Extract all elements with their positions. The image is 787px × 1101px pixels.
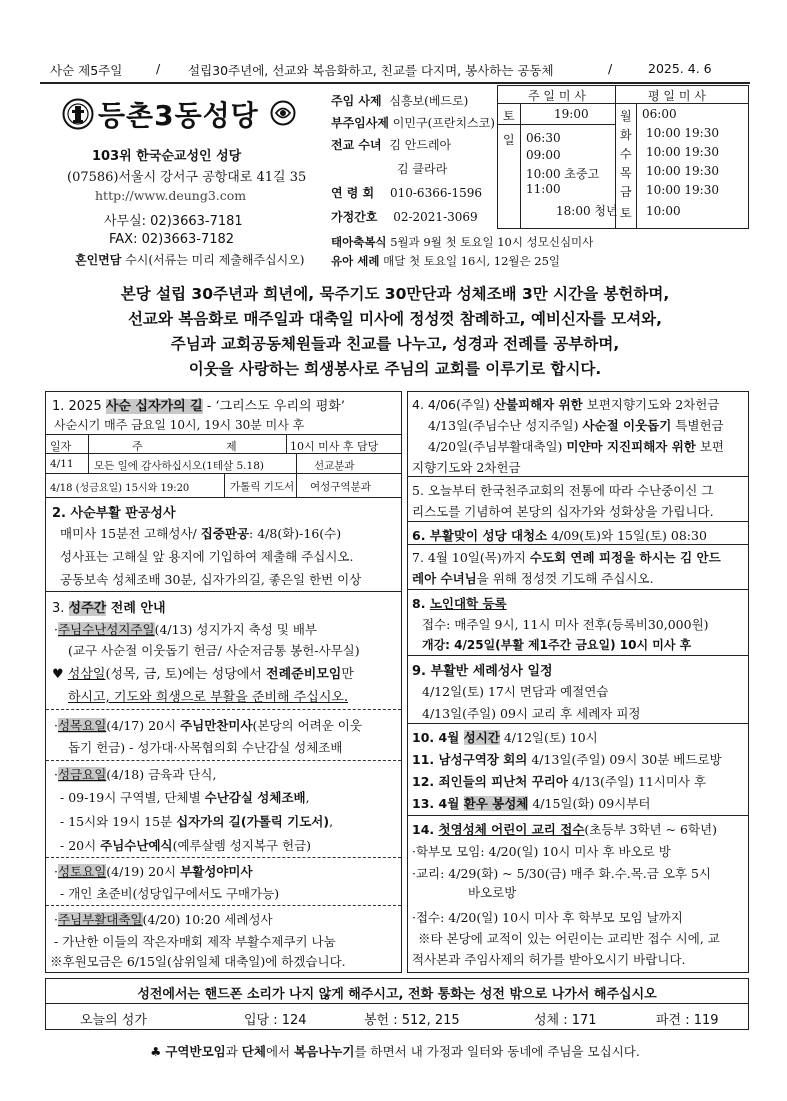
notice-text: 을 위해 정성껏 기도해 주십시오. xyxy=(476,571,654,586)
fax-number: FAX: 02)3663-7182 xyxy=(109,232,235,247)
triduum-note: 하시고, 기도와 희생으로 부활을 준비해 주십시오. xyxy=(68,690,349,705)
notice-emphasis: 개강: 4/25일(부활 제1주간 금요일) 10시 미사 후 xyxy=(422,638,692,652)
closing-emphasis: 단체 xyxy=(241,1044,266,1059)
holy-saturday: 성토요일 xyxy=(57,864,107,879)
notice-text: 리스도를 기념하여 본당의 십자가와 성화상을 가립니다. xyxy=(412,504,714,519)
notice-text: 4/20일(주님부활대축일) xyxy=(428,439,567,454)
notice-text: 특별헌금 xyxy=(671,418,724,433)
good-friday-text: (예루살렘 성지복구 헌금) xyxy=(172,838,312,853)
parish-address: (07586)서울시 강서구 공항대로 41길 35 xyxy=(67,170,307,185)
passion-service: 주님수난예식 xyxy=(100,838,173,853)
notice-text: 4/13일(주일) 09시 30분 베드로방 xyxy=(527,752,722,767)
footer-box xyxy=(45,978,749,1030)
marriage-text: 수시(서류는 미리 제출해주십시오) xyxy=(121,253,305,267)
notice-8 xyxy=(407,589,749,656)
closing-emphasis: 구역반모임 xyxy=(165,1044,226,1059)
easter-sunday-text: (4/20) 10:20 세례성사 xyxy=(142,912,273,927)
mission-line: 주님과 교회공동체원들과 친교를 나누고, 성경과 전례를 공부하며, xyxy=(170,335,620,353)
holy-thursday: 성목요일 xyxy=(57,718,107,733)
bullet: · xyxy=(54,912,58,927)
table-header: 일자 xyxy=(50,440,72,453)
holy-thursday-note: 돕기 헌금) - 성가대·사목협의회 수난감실 성체조배 xyxy=(68,740,343,755)
first-communion-title: 접수 xyxy=(555,822,585,837)
notice-text: 바오로방 xyxy=(468,885,517,900)
good-friday: 성금요일 xyxy=(57,767,107,782)
weekday-times: 10:00 19:30 xyxy=(646,183,719,197)
bullet: · xyxy=(54,718,58,733)
notice-4 xyxy=(407,391,749,477)
notice-9 xyxy=(407,655,749,724)
header-rule xyxy=(40,82,750,84)
bullet: · xyxy=(54,767,58,782)
notice-text: 매달 첫 토요일 16시, 12월은 25일 xyxy=(379,254,561,268)
notice-text: 4/12일(토) 17시 면담과 예절연습 xyxy=(422,684,609,699)
saturday-label: 토 xyxy=(503,109,515,123)
sunday-label: 일 xyxy=(503,133,515,147)
weekday-times: 10:00 19:30 xyxy=(646,126,719,140)
easter-note: ※후원모금은 6/15일(삼위일체 대축일)에 하겠습니다. xyxy=(50,954,346,969)
way-of-cross-theme: - ‘그리스도 우리의 평화’ xyxy=(202,399,345,414)
notice-text: 4/09(토)와 15일(토) 08:30 xyxy=(547,528,707,543)
notice-text: 4/15일(화) 09시부터 xyxy=(528,796,651,811)
weekday-day: 화 xyxy=(620,128,632,142)
parish-website[interactable]: http://www.deung3.com xyxy=(95,188,247,203)
sunday-time: 09:00 xyxy=(526,148,561,162)
mission-line: 선교와 복음화로 매주일과 대축일 미사에 정성껏 참례하고, 예비신자를 모셔와, xyxy=(127,310,663,328)
staff-name: 김 클라라 xyxy=(397,162,448,176)
parish-logo xyxy=(62,98,94,130)
weekday-times: 06:00 xyxy=(642,107,677,121)
first-communion-title: 첫영성체 어린이 교리 xyxy=(438,822,556,837)
triduum: 성삼일 xyxy=(67,667,106,682)
parish-motto: 설립30주년에, 선교와 복음화하고, 친교를 다지며, 봉사하는 공동체 xyxy=(188,63,554,78)
notice-emphasis: 6. 부활맞이 성당 대청소 xyxy=(412,528,548,543)
staff-role: 연 령 회 xyxy=(331,186,375,200)
notice-text: 5월과 9월 첫 토요일 10시 성모신심미사 xyxy=(386,235,594,249)
entrance-hymn: 입당 : 124 xyxy=(244,1013,307,1028)
notice-text: ※타 본당에 교적이 있는 어린이는 교리반 접수 시에, 교 xyxy=(418,931,720,946)
staff-name: 심흥보(베드로) xyxy=(389,94,469,108)
holy-hour: 성시간 xyxy=(463,730,500,745)
confession-text: 매미사 15분전 고해성사/ xyxy=(60,526,201,541)
closing-message xyxy=(40,1042,750,1060)
good-friday-text: (4/18) 금육과 단식, xyxy=(106,767,217,782)
weekday-day: 월 xyxy=(620,109,632,123)
table-cell: 4/18 (성금요일) 15시와 19:20 xyxy=(50,483,190,494)
notice-10-13 xyxy=(407,723,749,816)
notice-text: ·접수: 4/20(일) 10시 미사 후 학부모 모임 날까지 xyxy=(412,910,683,925)
dismissal-hymn: 파견 : 119 xyxy=(656,1013,719,1028)
confession-line: 공동보속 성체조배 30분, 십자가의길, 좋은일 한번 이상 xyxy=(60,572,362,587)
notice-emphasis: 사순절 이웃돕기 xyxy=(582,418,672,433)
notice-text: (초등부 3학년 ~ 6학년) xyxy=(584,822,717,837)
section-confession xyxy=(45,497,402,592)
fetal-blessing xyxy=(331,234,593,250)
staff-role: 부주임사제 xyxy=(331,116,389,130)
notice-text: 4/12일(토) 10시 xyxy=(499,730,598,745)
staff-name: 010-6366-1596 xyxy=(389,186,483,200)
holy-week-title: 성주간 xyxy=(68,601,107,616)
notice-text: 보편지향기도와 2차헌금 xyxy=(582,397,720,412)
notice-text: 4/13(주일) 11시미사 후 xyxy=(567,774,707,789)
holy-week-subtitle: 전례 안내 xyxy=(106,601,166,616)
section-way-of-cross xyxy=(45,391,402,498)
notice-text: 4. 4/06(주일) xyxy=(412,397,494,412)
sunday-time: 10:00 초중고 xyxy=(526,167,600,181)
way-of-cross-schedule: 사순시기 매주 금요일 10시, 19시 30분 미사 후 xyxy=(54,418,305,432)
separator: / xyxy=(608,61,613,76)
easter-note: - 가난한 이들의 작은자매회 제작 부활수제쿠키 나눔 xyxy=(54,934,336,949)
office-phone: 사무실: 02)3663-7181 xyxy=(104,214,243,229)
confession-title: 2. 사순부활 판공성사 xyxy=(52,506,176,521)
notice-text: 접수: 매주일 9시, 11시 미사 전후(등록비30,000원) xyxy=(422,617,709,632)
saturday-vigil-time: 19:00 xyxy=(554,107,589,121)
notice-6 xyxy=(407,521,749,545)
section-number: 1. 2025 xyxy=(52,399,106,414)
table-cell: 여성구역분과 xyxy=(310,481,371,493)
table-header: 10시 미사 후 담당 xyxy=(290,440,379,453)
intensive-confession: 집중판공 xyxy=(200,526,250,541)
table-cell: 가톨릭 기도서 xyxy=(230,481,295,493)
sunday-mass-header: 주 일 미 사 xyxy=(528,89,586,103)
weekday-day: 금 xyxy=(620,185,632,199)
easter-sunday: 주님부활대축일 xyxy=(57,912,143,927)
notice-emphasis: 산불피해자 위한 xyxy=(493,397,583,412)
communion-hymn: 성체 : 171 xyxy=(534,1013,597,1028)
week-title: 사순 제5주일 xyxy=(50,63,123,78)
weekday-day: 토 xyxy=(620,206,632,220)
section-number: 14. xyxy=(412,822,439,837)
holy-saturday-text: (4/19) 20시 xyxy=(106,864,181,879)
sunday-time: 18:00 청년 xyxy=(556,204,618,218)
holy-saturday-note: - 개인 초준비(성당입구에서도 구매가능) xyxy=(60,886,280,901)
notice-14 xyxy=(407,815,749,973)
senior-college-title: 노인대학 등록 xyxy=(429,596,507,611)
palm-sunday-note: (교구 사순절 이웃돕기 헌금/ 사순저금통 봉헌-사무실) xyxy=(68,643,360,658)
notice-label: 유아 세례 xyxy=(331,254,380,268)
staff-list xyxy=(331,92,511,232)
bullet: · xyxy=(54,864,58,879)
separator: / xyxy=(156,61,161,76)
table-cell: 모든 일에 감사하십시오(1테살 5.18) xyxy=(94,460,264,472)
staff-role: 주임 사제 xyxy=(331,94,382,108)
notice-text: 보편 xyxy=(695,439,724,454)
staff-name: 김 안드레아 xyxy=(389,138,452,152)
baptism-title: 9. 부활반 세례성사 일정 xyxy=(412,664,553,679)
header-bar xyxy=(40,58,750,80)
weekday-mass-header: 평 일 미 사 xyxy=(648,89,706,103)
bulletin-date: 2025. 4. 6 xyxy=(648,61,712,76)
table-header: 주 xyxy=(132,440,143,453)
parish-emblem-icon xyxy=(270,100,296,126)
closing-text: 과 xyxy=(225,1044,242,1059)
adoration: 수난감실 성체조배 xyxy=(204,790,306,805)
staff-name: 이민구(프란치스코) xyxy=(392,116,495,130)
section-number: 8. xyxy=(412,596,430,611)
weekday-times: 10:00 19:30 xyxy=(646,164,719,178)
notice-emphasis: 12. 죄인들의 피난처 꾸리아 xyxy=(412,774,568,789)
mission-line: 이웃을 사랑하는 희생봉사로 주님의 교회를 이루기로 합시다. xyxy=(188,360,602,378)
parish-name: 등촌3동성당 xyxy=(98,99,259,132)
notice-emphasis: 13. 4월 xyxy=(412,796,464,811)
notice-label: 태아축복식 xyxy=(331,235,387,249)
table-cell: 4/11 xyxy=(50,458,74,470)
notice-emphasis: 미얀마 지진피해자 위한 xyxy=(566,439,696,454)
notice-text: 4/13일(주일) 09시 교리 후 세례자 피정 xyxy=(422,706,641,721)
good-friday-text: - 20시 xyxy=(60,838,101,853)
weekday-times: 10:00 xyxy=(646,204,681,218)
confession-line xyxy=(60,524,401,542)
table-header: 제 xyxy=(226,440,237,453)
liturgy-prep: 전례준비모임 xyxy=(266,667,342,682)
triduum-text: 만 xyxy=(341,667,354,682)
notice-emphasis: 10. 4월 xyxy=(412,730,464,745)
closing-emphasis: 복음나누기 xyxy=(294,1044,355,1059)
staff-role: 전교 수녀 xyxy=(331,138,382,152)
phone-notice: 성전에서는 핸드폰 소리가 나지 않게 해주시고, 전화 통화는 성전 밖으로 나가서 해주십시오 xyxy=(137,987,657,1002)
stations-of-cross: 십자가의 길(가톨릭 기도서) xyxy=(176,814,330,829)
way-of-cross-title: 사순 십자가의 길 xyxy=(105,399,203,414)
table-cell: 선교분과 xyxy=(314,460,355,472)
holy-thursday-text: (4/17) 20시 xyxy=(106,718,181,733)
notice-text: 5. 오늘부터 한국천주교회의 전통에 따라 수난중이신 그 xyxy=(412,483,714,498)
notice-emphasis: 수도회 연례 피정을 하시는 김 안드 xyxy=(529,550,721,565)
triduum-text: (성목, 금, 토)에는 성당에서 xyxy=(105,667,267,682)
staff-name: 02-2021-3069 xyxy=(393,210,478,224)
infant-baptism xyxy=(331,253,560,269)
mission-statement xyxy=(40,282,750,382)
parish-patron: 103위 한국순교성인 성당 xyxy=(92,149,242,164)
closing-text: 를 하면서 내 가정과 일터와 동네에 주님을 모십시다. xyxy=(354,1044,640,1059)
bullet: · xyxy=(54,622,58,637)
holy-thursday-text: (본당의 어려운 이웃 xyxy=(252,718,362,733)
palm-sunday: 주님수난성지주일 xyxy=(57,622,155,637)
notice-text: ·학부모 모임: 4/20(일) 10시 미사 후 바오로 방 xyxy=(412,844,671,859)
good-friday-text: - 09-19시 구역별, 단체별 xyxy=(60,790,205,805)
mass-schedule xyxy=(497,85,749,229)
mission-line: 본당 설립 30주년과 희년에, 묵주기도 30만단과 성체조배 3만 시간을 봉헌하며, xyxy=(120,285,670,303)
section-holy-week xyxy=(45,591,402,973)
sunday-time: 06:30 xyxy=(526,131,561,145)
marriage-label: 혼인면담 xyxy=(75,253,122,267)
good-friday-text: , xyxy=(329,814,334,829)
notice-text: 적사본과 주임사제의 허가를 받아오시기 바랍니다. xyxy=(412,952,686,967)
lords-supper: 주님만찬미사 xyxy=(180,718,253,733)
good-friday-text: , xyxy=(305,790,310,805)
club-icon: ♣ xyxy=(150,1044,166,1059)
weekday-times: 10:00 19:30 xyxy=(646,145,719,159)
sunday-time: 11:00 xyxy=(526,182,561,196)
notice-text: ·교리: 4/29(화) ~ 5/30(금) 매주 화.수.목.금 오후 5시 xyxy=(412,866,711,881)
notice-5 xyxy=(407,476,749,522)
weekday-day: 목 xyxy=(620,166,632,180)
marriage-consult xyxy=(75,251,304,268)
confession-text: : 4/8(화)-16(수) xyxy=(249,526,342,541)
easter-vigil: 부활성야미사 xyxy=(180,864,253,879)
notice-emphasis: 레아 수녀님 xyxy=(412,571,477,586)
staff-role: 가정간호 xyxy=(331,210,378,224)
offertory-hymn: 봉헌 : 512, 215 xyxy=(364,1013,460,1028)
notice-7 xyxy=(407,544,749,590)
confession-line: 성사표는 고해실 앞 용지에 기입하여 제출해 주십시오. xyxy=(60,549,354,564)
heart-icon: ♥ xyxy=(52,667,68,682)
notice-emphasis: 11. 남성구역장 회의 xyxy=(412,752,528,767)
notice-text: 4/13일(주님수난 성지주일) xyxy=(428,418,583,433)
notice-text: 지향기도와 2차헌금 xyxy=(412,460,521,475)
palm-sunday-text: (4/13) 성지가지 축성 및 배부 xyxy=(154,622,317,637)
good-friday-text: - 15시와 19시 15분 xyxy=(60,814,177,829)
sick-communion: 환우 봉성체 xyxy=(463,796,529,811)
closing-text: 에서 xyxy=(265,1044,295,1059)
notice-text: 7. 4월 10일(목)까지 xyxy=(412,550,530,565)
section-number: 3. xyxy=(52,601,69,616)
hymns-label: 오늘의 성가 xyxy=(80,1013,147,1028)
weekday-day: 수 xyxy=(620,147,632,161)
